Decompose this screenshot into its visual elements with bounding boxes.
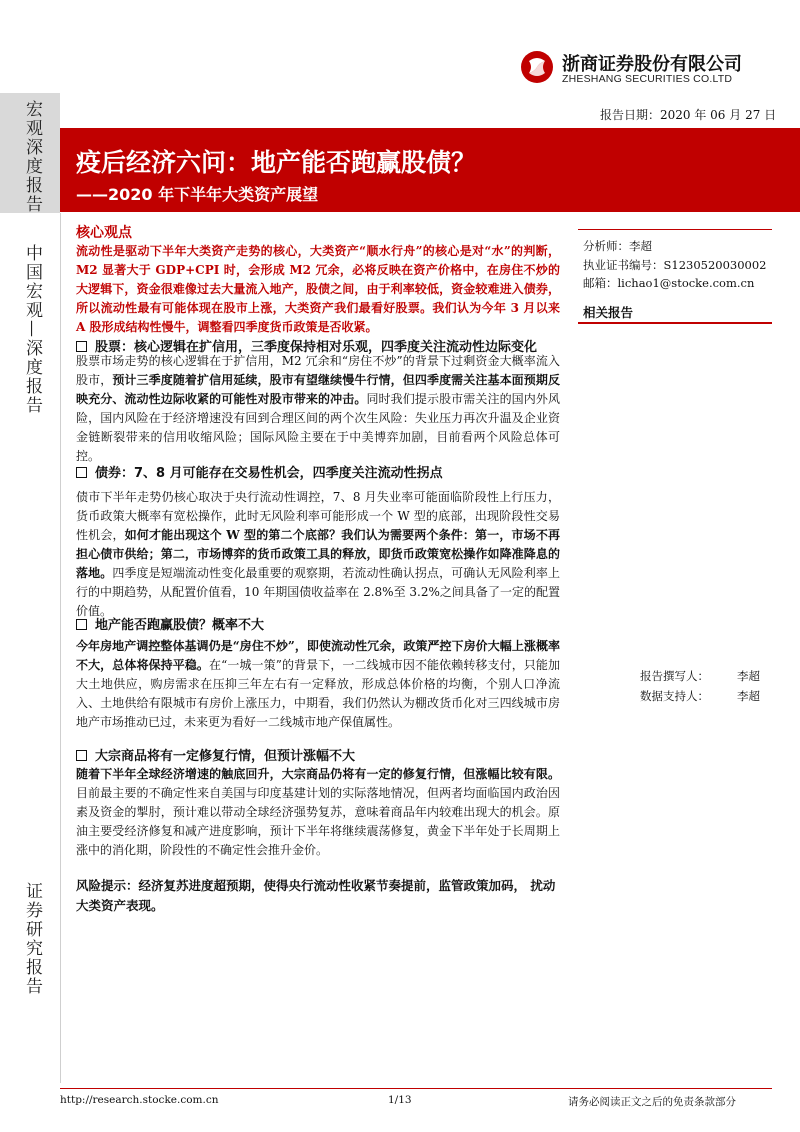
page-title: 疫后经济六问：地产能否跑赢股债？	[76, 148, 477, 177]
data-support-label: 数据支持人：	[640, 689, 709, 703]
section-stock-heading: 股票：核心逻辑在扩信用，三季度保持相对乐观，四季度关注流动性边际变化	[76, 336, 537, 355]
report-date-value: 2020 年 06 月 27 日	[660, 108, 777, 122]
report-author-label: 报告撰写人：	[640, 669, 709, 683]
data-support-value: 李超	[737, 689, 760, 703]
footer-divider	[60, 1088, 772, 1089]
page-subtitle: ——2020 年下半年大类资产展望	[76, 185, 319, 204]
section-realestate-heading: 地产能否跑赢股债？概率不大	[76, 614, 264, 633]
sidebar-label-category: 中国宏观—深度报告	[22, 244, 42, 415]
brand-name-en: ZHESHANG SECURITIES CO.LTD	[562, 73, 733, 85]
core-view-summary	[76, 242, 560, 337]
report-author-value: 李超	[737, 669, 760, 683]
section-realestate-body: 今年房地产调控整体基调仍是“房住不炒”，即使流动性冗余，政策严控下房价大幅上涨概率不大，总体将保持平稳。在“一城一策”的背景下，一二线城市因不能依赖转移支付，只能加大土地供应，购房需求在压抑三年左右有一定释放，形成总体价格的均衡，个别人口净流入、土地供给有限城市有房价上涨压力，中期看，我们仍然认为棚改货币化对三四线城市房地产市场推动已过，未来更为看好一二线城市地产保值属性。	[76, 639, 560, 729]
core-summary-highlight: 流动性是驱动下半年大类资产走势的核心，大类资产“顺水行舟”的核心是对“水”的判断，	[76, 244, 560, 258]
report-date-label: 报告日期：	[600, 108, 661, 122]
checkbox-bullet-icon	[76, 341, 87, 352]
section-bond-body: 债市下半年走势仍核心取决于央行流动性调控，7、8 月失业率可能面临阶段性上行压力，货币政策大概率有宽松操作，此时无风险利率可能形成一个 W 型的底部，出现阶段性交易性机会，如何才能出现这个 W 型的第二个底部？我们认为需要两个条件：第一，市场不再担心债市供给；第二，市场博弈的货币政策工具的释放，即货币政策宽松操作如降准降息的落地。四季度是短端流动性变化最重要的观察期，若流动性确认拐点，可确认无风险利率上行的中期趋势，从配置价值看，10 年期国债收益率在 2.8%至 3.2%之间具备了一定的配置价值。	[76, 490, 560, 618]
risk-warning: 风险提示：经济复苏进度超预期，使得央行流动性收紧节奏提前，监管政策加码， 扰动大类资产表现。	[76, 878, 556, 913]
related-reports-divider	[578, 322, 772, 324]
analyst-email: 邮箱：lichao1@stocke.com.cn	[583, 276, 755, 290]
right-column-divider	[578, 229, 772, 230]
footer-url-link[interactable]: http://research.stocke.com.cn	[60, 1094, 219, 1106]
section-commodity-heading: 大宗商品将有一定修复行情，但预计涨幅不大	[76, 745, 355, 764]
footer-disclaimer: 请务必阅读正文之后的免责条款部分	[568, 1096, 736, 1108]
core-summary-body: M2 显著大于 GDP+CPI 时，会形成 M2 冗余，必将反映在资产价格中，在房住不炒的大逻辑下，资金很难像过去大量流入地产，股债之间，由于利率较低，资金较难进入债券，所以流动性最有可能体现在股市上涨，大类资产我们最看好股票。我们认为今年 3 月以来 A 股形成结构性慢牛，调整看四季度货币政策是否收紧。	[76, 263, 560, 334]
core-view-heading: 核心观点	[76, 225, 132, 241]
page-number: 1/13	[388, 1094, 412, 1106]
checkbox-bullet-icon	[76, 750, 87, 761]
sidebar-label-research: 证券研究报告	[22, 882, 42, 996]
zheshang-logo-icon	[520, 50, 554, 84]
section-stock-body: 股票市场走势的核心逻辑在于扩信用，M2 冗余和“房住不炒”的背景下过剩资金大概率流入股市，预计三季度随着扩信用延续，股市有望继续慢牛行情，但四季度需关注基本面预期反映充分、流动性边际收紧的可能性对股市带来的冲击。同时我们提示股市需关注的国内外风险，国内风险在于经济增速没有回到合理区间的两个次生风险：失业压力再次升温及企业资金链断裂带来的信用收缩风险；国际风险主要在于中美博弈加剧，目前看两个风险总体可控。	[76, 354, 560, 463]
analyst-name: 分析师：李超	[583, 239, 652, 253]
checkbox-bullet-icon	[76, 619, 87, 630]
brand-name-cn: 浙商证券股份有限公司	[562, 54, 742, 75]
section-commodity-body: 随着下半年全球经济增速的触底回升，大宗商品仍将有一定的修复行情，但涨幅比较有限。目前最主要的不确定性来自美国与印度基建计划的实际落地情况，但两者均面临国内政治因素及资金的掣肘，预计难以带动全球经济强势复苏，意味着商品年内较难出现大的机会。原油主要受经济修复和减产进度影响，预计下半年将继续震荡修复，黄金下半年处于长周期上涨中的消化期，阶段性的不确定性会推升金价。	[76, 767, 560, 857]
checkbox-bullet-icon	[76, 467, 87, 478]
analyst-certificate: 执业证书编号：S1230520030002	[583, 258, 767, 272]
related-reports-heading: 相关报告	[583, 305, 634, 320]
section-bond-heading: 债券：7、8 月可能存在交易性机会，四季度关注流动性拐点	[76, 462, 443, 481]
sidebar-label-report-type: 宏观深度报告	[22, 100, 42, 214]
